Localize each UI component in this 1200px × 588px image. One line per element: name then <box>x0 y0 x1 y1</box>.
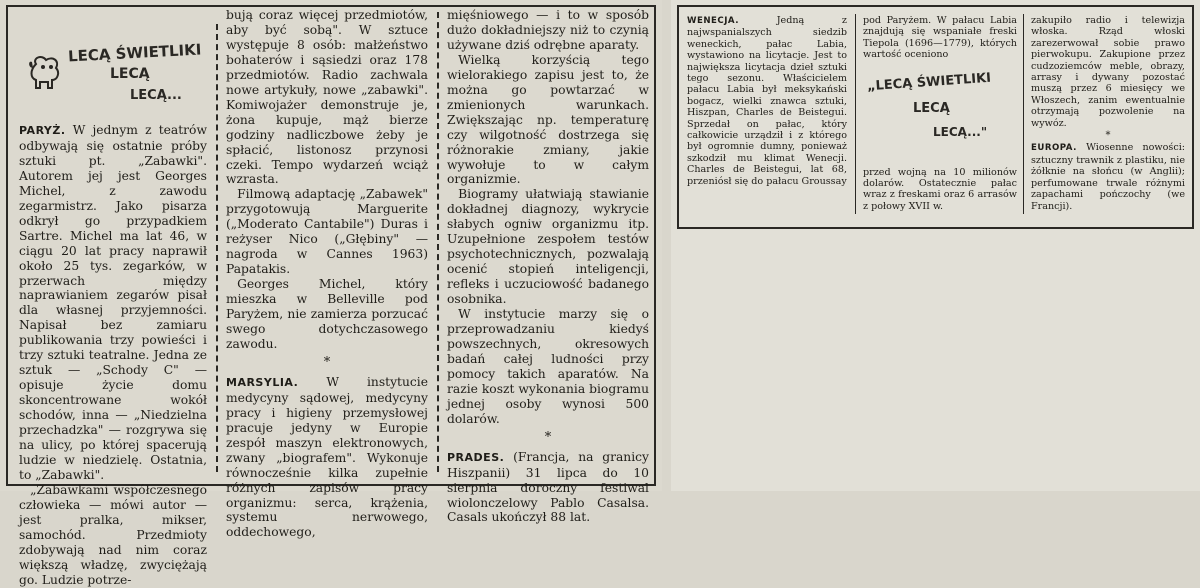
article-text: Jedną z najwspanialszych siedzib weneckich, pałac Labia, wystawiono na licytacje. Jest to największa licytacja dzieł sztuki tego sezonu. Właścicielem pałacu Labia był meksykański bogacz, wielki znawca sztuki, Hiszpan, Charles de Beistegui. Sprzedał on pałac, który całkowicie urządził i z którego był ogromnie dumny, ponieważ szkodził mu klimat Wenecji. Charles de Beistegui, lat 68, przeniósł się do pałacu Groussay <box>687 15 847 187</box>
logo-line-1: LECĄ ŚWIETLIKI <box>67 40 202 66</box>
article-text: pod Paryżem. W pałacu Labia znajdują się wspaniałe freski Tiepola (1696—1779), których wartość oceniono <box>863 15 1017 61</box>
logo-line-2: LECĄ <box>913 100 950 116</box>
article-text: Wielką korzyścią tego wielorakiego zapisu jest to, że można go powtarzać w zmienionych warunkach. Zwiększając np. temperaturę czy wilgotność dostrzega się różnorakie zmiany, jakie wywołuje to w całym organizmie. <box>447 52 649 187</box>
article-text: Filmową adaptację „Zabawek" przygotowują Marguerite („Moderato Cantabile") Duras i reżyser Nico („Głębiny" — nagroda w Cannes 1963) Papatakis. <box>226 187 428 277</box>
clipping-venice <box>671 0 1200 491</box>
article-text: Georges Michel, który mieszka w Belleville pod Paryżem, nie zamierza porzucać swego dotychczasowego zawodu. <box>226 277 428 351</box>
article-text: Biogramy ułatwiają stawianie dokładnej diagnozy, wykrycie słabych ogniw organizmu itp. Uzupełnione zespołem testów psychotechnicznych, pozwalają ocenić stopień inteligencji, refleks i uczuciowość badanego osobnika. <box>447 187 649 307</box>
article-text: Wiosenne nowości: sztuczny trawnik z plastiku, nie żółknie na słońcu (w Anglii); perfumowane trwale różnymi zapachami pończochy (we Francji). <box>1031 142 1185 212</box>
article-column-2 <box>226 8 428 540</box>
article-column-3 <box>447 8 649 525</box>
article-text: W jednym z teatrów odbywają się ostatnie próby sztuki pt. „Zabawki". Autorem jej jest Georges Michel, z zawodu zegarmistrz. Jako pisarza odkrył go przypadkiem Sartre. Michel ma lat 46, w ciągu 20 lat pracy naprawił około 25 tys. zegarków, w przerwach między naprawianiem zegarów pisał dla własnej przyjemności. Napisał bez zamiaru publikowania trzy powieści i trzy sztuki teatralne. Jedna ze sztuk — „Schody C" — opisuje życie domu skoncentrowane wokół schodów, inna — „Niedzielna przechadzka" — rozgrywa się na ulicy, po której spacerują ludzie w niedzielę. Ostatnia, to „Zabawki". <box>19 123 207 482</box>
article-text: przed wojną na 10 milionów dolarów. Ostatecznie pałac wraz z freskami oraz 6 arrasów z połowy XVII w. <box>863 166 1017 212</box>
city-dateline-marsylia: MARSYLIA. <box>226 375 299 389</box>
column-divider <box>855 14 856 214</box>
city-dateline-europa: EUROPA. <box>1031 143 1077 154</box>
article-column-1 <box>687 15 847 215</box>
column-logo <box>22 36 212 116</box>
section-star: * <box>1105 130 1111 142</box>
city-dateline-paris: PARYŻ. <box>19 124 66 137</box>
article-text: „Zabawkami współczesnego człowieka — mówi autor — jest pralka, mikser, samochód. Przedmioty zdobywają nad nim coraz większą władzę, zwyciężają go. Ludzie potrze- <box>19 482 207 587</box>
article-text: (Francja, na granicy Hiszpanii) 31 lipca do 10 sierpnia doroczny festiwal wiolonczelowy Pablo Casalsa. Casals ukończył 88 lat. <box>447 449 649 525</box>
dog-icon <box>26 50 66 94</box>
logo-line-2: LECĄ <box>110 66 150 82</box>
article-text: W instytucie medycyny sądowej, medycyny pracy i higieny przemysłowej pracuje jedyny w Europie zespół maszyn elektronowych, zwany „biografem". Wykonuje równocześnie kilka zupełnie różnych zapisów pracy organizmu: serca, krążenia, systemu nerwowego, oddechowego, <box>226 374 428 540</box>
logo-line-3: LECĄ..." <box>933 124 988 139</box>
column-divider <box>437 12 439 472</box>
section-star: * <box>323 354 331 370</box>
section-star: * <box>544 429 552 445</box>
article-column-2 <box>863 15 1017 215</box>
column-logo <box>863 63 1017 165</box>
article-text: mięśniowego — i to w sposób dużo dokładniejszy niż to czynią używane dziś odrębne aparaty. <box>447 8 649 52</box>
article-text: zakupiło radio i telewizja włoska. Rząd włoski zarezerwował sobie prawo pierwokupu. Zakupione przez cudzoziemców meble, obrazy, arrasy i dywany pozostać muszą przez 6 miesięcy we Włoszech, zanim ewentualnie otrzymają pozwolenie na wywóz. <box>1031 15 1185 129</box>
city-dateline-wenecja: WENECJA. <box>687 16 739 26</box>
column-divider <box>216 24 218 472</box>
city-dateline-prades: PRADES. <box>447 450 505 464</box>
article-column-1 <box>19 123 207 587</box>
logo-line-1: „LECĄ ŚWIETLIKI <box>866 70 992 94</box>
column-divider <box>1023 14 1024 214</box>
article-text: W instytucie marzy się o przeprowadzaniu kiedyś powszechnych, okresowych badań całej ludności przy pomocy takich aparatów. Na razie koszt wykonania biogramu jednej osoby wynosi 500 dolarów. <box>447 307 649 426</box>
logo-line-3: LECĄ... <box>130 88 182 103</box>
article-column-3 <box>1031 15 1185 215</box>
article-text: bują coraz więcej przedmiotów, aby być sobą". W sztuce występuje 8 osób: małżeństwo bohaterów i sąsiedzi oraz 178 przedmiotów. Radio zachwala nowe artykuły, nowe „zabawki". Komiwojażer demonstruje je, żona kupuje, mąż bierze godziny nadliczbowe żeby je spłacić, listonosz przynosi czeki. Tempo wydarzeń wciąż wzrasta. <box>226 8 428 187</box>
